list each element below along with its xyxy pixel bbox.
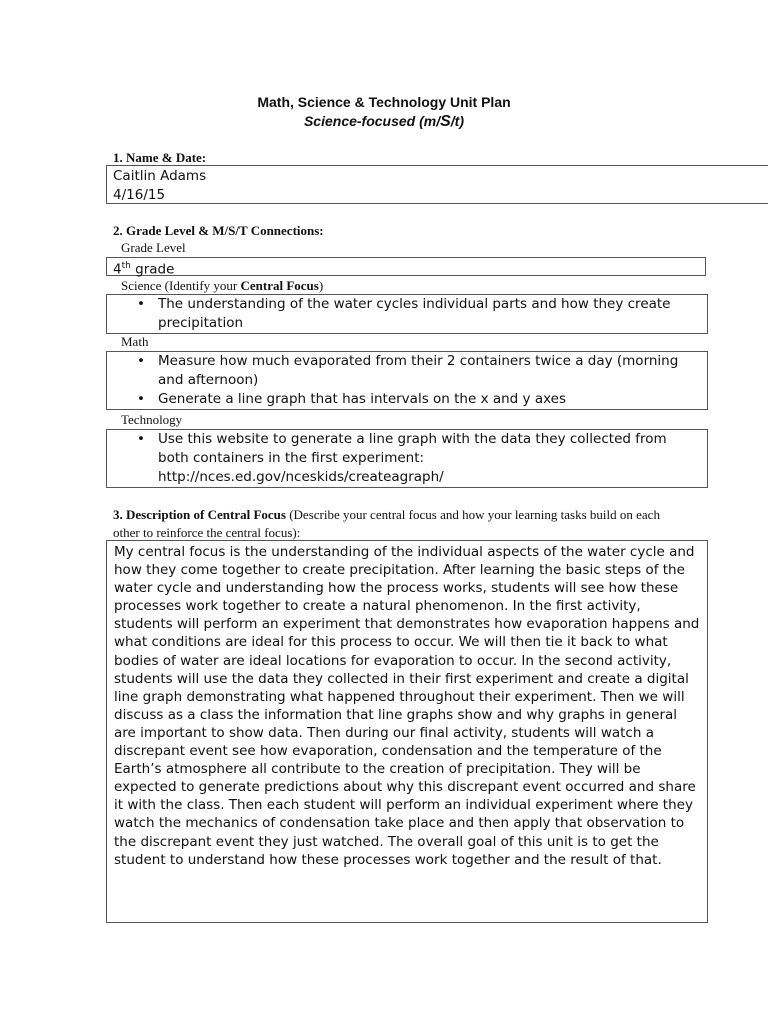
math-list [107, 352, 707, 409]
grade-level-box [106, 257, 706, 276]
name-date-box [106, 165, 768, 204]
grade-ordinal-suffix: th [121, 261, 131, 271]
central-focus-heading-bold: 3. Description of Central Focus [113, 507, 286, 522]
technology-box [106, 429, 708, 488]
science-list [107, 295, 707, 333]
science-label-prefix: Science (Identify your [121, 278, 241, 293]
subtitle-prefix: Science-focused (m/ [303, 113, 441, 129]
author-name: Caitlin Adams [113, 168, 207, 184]
central-focus-text: My central focus is the understanding of the individual aspects of the water cycle and how they come together to create precipitation. After learning the basic steps of the water cycle and understanding how the process works, students will see how these processes work together to create a natural phenomenon. In the first activity, students will perform an experiment that demonstrates how evaporation happens and what conditions are ideal for this process to occur. We will then tie it back to what bodies of water are ideal locations for evaporation to occur. In the second activity, students will use the data they collected in their first experiment and create a digital line graph demonstrating what happened throughout their experiment. Then we will discuss as a class the information that line graphs show and why graphs in general are important to show data. Then during our final activity, students will watch a discrepant event see how evaporation, condensation and the temperature of the Earth’s atmosphere all contribute to the creation of precipitation. They will be expected to generate predictions about why this discrepant event occurred and share it with the class. Then each student will perform an individual experiment where they watch the mechanics of condensation take place and then apply that observation to the discrepant event they just watched. The overall goal of this unit is to get the student to understand how these processes work together and the result of that. [114, 544, 700, 868]
document-subtitle [0, 113, 768, 131]
technology-list [107, 430, 707, 487]
subtitle-suffix: /t) [450, 113, 465, 129]
science-label [121, 278, 323, 294]
science-box [106, 294, 708, 334]
math-item: • Measure how much evaporated from their 2 containers twice a day (morning and afternoon) [107, 352, 707, 390]
grade-number: 4 [113, 261, 122, 278]
technology-label: Technology [121, 412, 183, 427]
technology-item: • Use this website to generate a line graph with the data they collected from both containers in the first experiment: http://nces.ed.gov/nceskids/createagraph/ [107, 430, 707, 487]
plan-date: 4/16/15 [113, 186, 166, 203]
math-box [106, 351, 708, 410]
grade-word: grade [130, 261, 175, 278]
science-label-bold: Central Focus [240, 278, 319, 293]
math-item: • Generate a line graph that has intervals on the x and y axes [107, 390, 707, 409]
science-label-suffix: ) [318, 278, 324, 293]
central-focus-box [106, 540, 708, 923]
grade-level-label: Grade Level [121, 240, 186, 255]
central-focus-heading [113, 506, 673, 542]
subtitle-science-letter: S [440, 113, 451, 130]
science-item: • The understanding of the water cycles individual parts and how they create precipitation [107, 295, 707, 333]
central-focus-heading-instructions: (Describe your central focus and how your learning tasks build on each other to reinforce the central focus): [113, 507, 660, 540]
math-label: Math [121, 334, 149, 349]
grade-level-value [107, 258, 705, 279]
name-date-heading: 1. Name & Date: [113, 150, 207, 165]
document-title: Math, Science & Technology Unit Plan [257, 94, 511, 110]
grade-connections-heading: 2. Grade Level & M/S/T Connections: [113, 223, 324, 238]
